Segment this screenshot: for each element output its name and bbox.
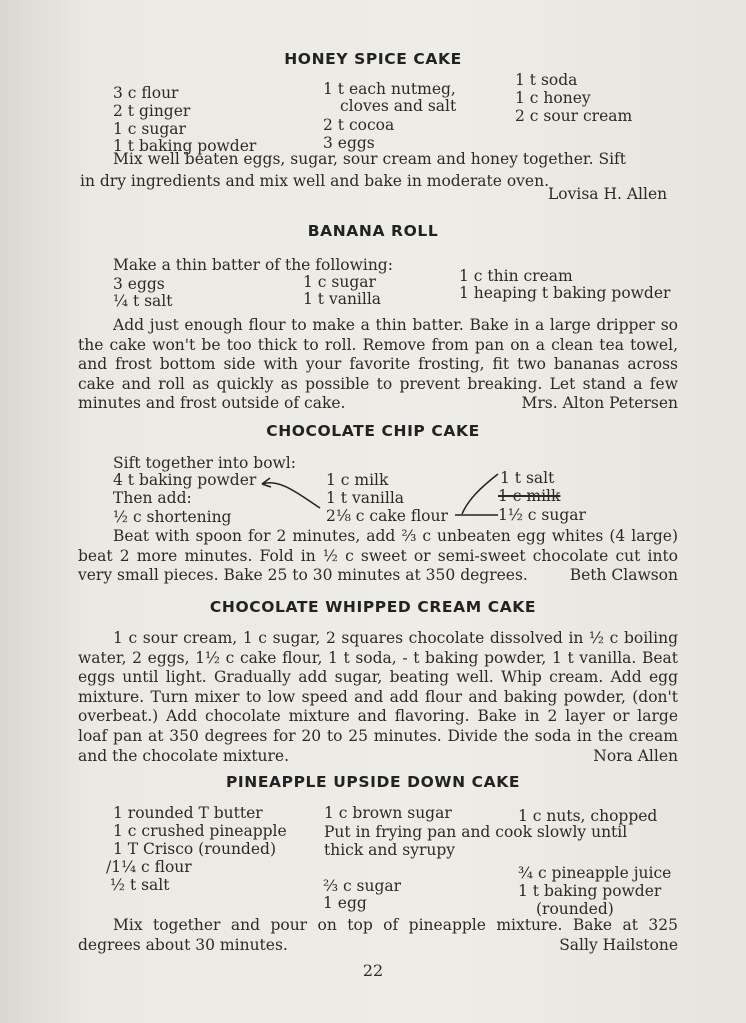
recipe-author: Beth Clawson xyxy=(569,566,678,585)
ingredient: 1 t soda xyxy=(515,71,578,89)
ingredient: 1 c brown sugar xyxy=(324,804,452,822)
ingredient: 1 t vanilla xyxy=(326,489,405,507)
intro-line: Sift together into bowl: xyxy=(113,454,296,472)
ingredient: ½ t salt xyxy=(110,876,170,894)
ingredient: /1¼ c flour xyxy=(106,858,192,876)
instructions-text: 1 c sour cream, 1 c sugar, 2 squares chocolate dissolved in ½ c boiling water, 2 eggs, 1½ c cake flour, 1 t soda, - t baking powder, 1 t vanilla. Beat eggs until light. Gradually add sugar, beating well. Whip cream. Add egg mixture. Turn mixer to low speed and add flour and baking powder, (don't overbeat.) Add chocolate mixture and flavoring. Bake in 2 layer or large loaf pan at 350 degrees for 20 to 25 minutes. Divide the soda in the cream and the chocolate mixture. xyxy=(78,629,678,765)
recipe-title-banana-roll: BANANA ROLL xyxy=(307,222,439,240)
ingredient: 3 eggs xyxy=(113,275,165,293)
instructions-line: thick and syrupy xyxy=(324,841,456,859)
ingredient: 1 c nuts, chopped xyxy=(518,807,658,825)
ingredient: cloves and salt xyxy=(340,97,457,115)
ingredient: 2 c sour cream xyxy=(515,107,633,125)
ingredient: 1 c thin cream xyxy=(459,267,573,285)
ingredient: 3 eggs xyxy=(323,134,375,152)
instructions-text: Mix together and pour on top of pineapple mixture. Bake at 325 degrees about 30 minutes. xyxy=(78,916,678,954)
instructions-paragraph xyxy=(78,916,678,955)
instructions-paragraph xyxy=(78,527,678,586)
ingredient: 1 c crushed pineapple xyxy=(113,822,287,840)
ingredient: 2 t cocoa xyxy=(323,116,395,134)
ingredient: 1 t baking powder xyxy=(518,882,662,900)
ingredient: 1 c sugar xyxy=(303,273,376,291)
ingredient: 1 T Crisco (rounded) xyxy=(113,840,276,858)
ingredient: 1 c honey xyxy=(515,89,591,107)
ingredient: 1 t salt xyxy=(500,469,555,487)
recipe-author: Nora Allen xyxy=(593,746,678,765)
ingredient: 1 rounded T butter xyxy=(113,804,263,822)
instructions-line: in dry ingredients and mix well and bake in moderate oven. xyxy=(80,172,550,190)
ingredient: 4 t baking powder xyxy=(113,471,257,489)
recipe-author: Lovisa H. Allen xyxy=(548,185,668,203)
page-number: 22 xyxy=(362,961,384,980)
ingredient: (rounded) xyxy=(536,900,614,918)
ingredient: ⅔ c sugar xyxy=(323,877,402,895)
instructions-text: Add just enough flour to make a thin batter. Bake in a large dripper so the cake won't be too thick to roll. Remove from pan on a clean tea towel, and frost bottom side with your favorite frosting, fit two bananas across cake and roll as quickly as possible to prevent breaking. Let stand a few minutes and frost outside of cake. xyxy=(78,316,678,413)
recipe-author: Sally Hailstone xyxy=(559,935,678,954)
ingredient: 1 c milk xyxy=(326,471,389,489)
ingredient: 1 t baking powder xyxy=(113,137,257,155)
recipe-title-chocolate-chip-cake: CHOCOLATE CHIP CAKE xyxy=(266,422,480,440)
ingredient-crossed-out: 1 c milk xyxy=(498,487,561,505)
ingredient: 3 c flour xyxy=(113,84,179,102)
ingredient: Then add: xyxy=(113,489,192,507)
instructions-paragraph xyxy=(78,316,678,414)
ingredient: 1½ c sugar xyxy=(498,506,586,524)
instructions-line: Mix well beaten eggs, sugar, sour cream and honey together. Sift xyxy=(113,150,627,168)
ingredient: 2 t ginger xyxy=(113,102,191,120)
ingredient: ¼ t salt xyxy=(113,292,173,310)
recipe-author: Mrs. Alton Petersen xyxy=(521,394,678,413)
instructions-text: Beat with spoon for 2 minutes, add ⅔ c unbeaten egg whites (4 large) beat 2 more minutes. Fold in ½ c sweet or semi-sweet chocolate cut into very small pieces. Bake 25 to 30 minutes at 350 degrees. xyxy=(78,527,678,585)
intro-line: Make a thin batter of the following: xyxy=(113,256,393,274)
ingredient: 2⅛ c cake flour xyxy=(326,507,448,525)
instructions-paragraph xyxy=(78,629,678,766)
recipe-title-pineapple-upside-down-cake: PINEAPPLE UPSIDE DOWN CAKE xyxy=(225,773,521,791)
ingredient: 1 c sugar xyxy=(113,120,186,138)
ingredient: 1 t vanilla xyxy=(303,290,382,308)
ingredient: ¾ c pineapple juice xyxy=(518,864,672,882)
ingredient: 1 egg xyxy=(323,894,367,912)
ingredient: 1 t each nutmeg, xyxy=(323,80,456,98)
recipe-title-chocolate-whipped-cream-cake: CHOCOLATE WHIPPED CREAM CAKE xyxy=(209,598,537,616)
instructions-line: Put in frying pan and cook slowly until xyxy=(324,823,628,841)
ingredient: ½ c shortening xyxy=(113,508,232,526)
ingredient: 1 heaping t baking powder xyxy=(459,284,671,302)
recipe-title-honey-spice-cake: HONEY SPICE CAKE xyxy=(284,50,462,68)
